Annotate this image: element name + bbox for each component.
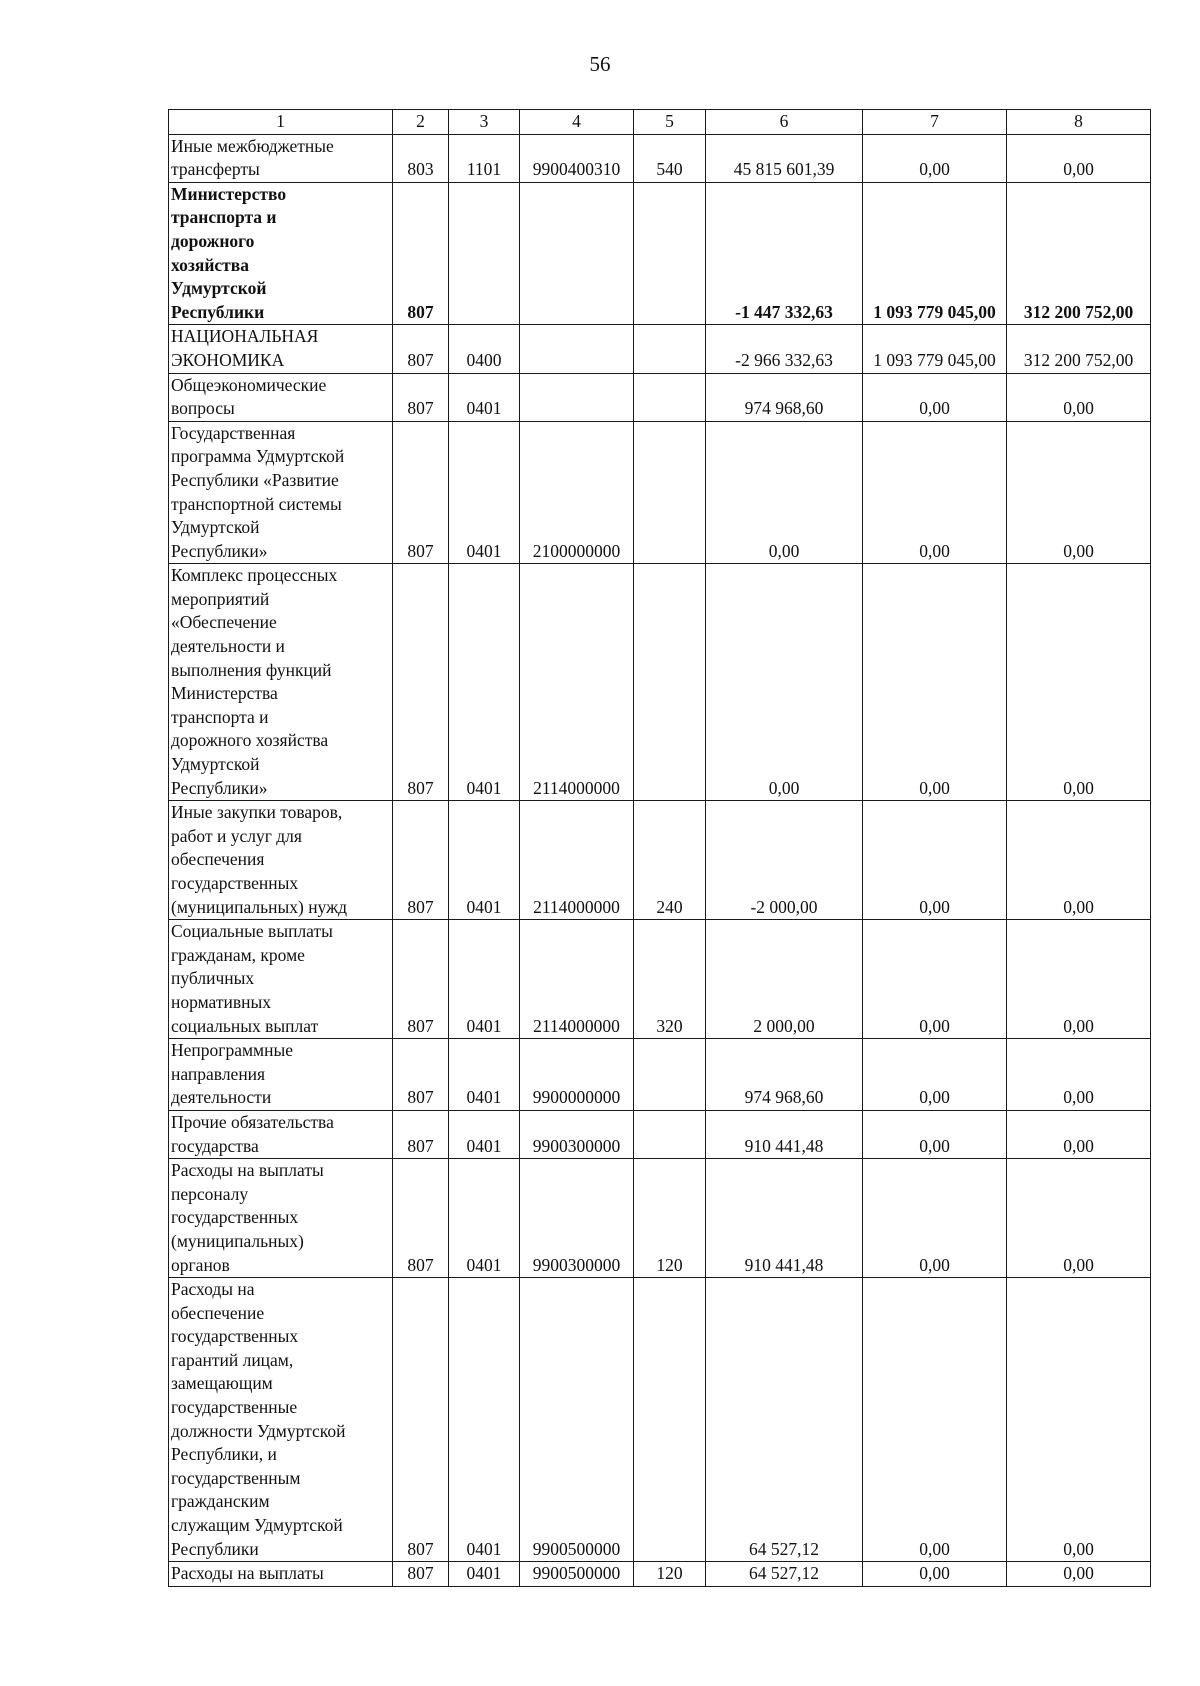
- table-row: [169, 325, 1151, 373]
- row-name-cell: Непрограммные направления деятельности: [169, 1039, 393, 1111]
- row-type-cell: 120: [634, 1159, 706, 1278]
- table-body: [169, 110, 1151, 1587]
- row-amount-cell: 0,00: [863, 1159, 1007, 1278]
- row-section-cell: 0401: [449, 421, 520, 564]
- row-amount-cell: -1 447 332,63: [706, 182, 863, 325]
- header-cell: 1: [169, 110, 393, 135]
- row-code-cell: 807: [393, 1110, 449, 1158]
- row-amount-cell: 0,00: [1007, 1562, 1151, 1587]
- row-amount-cell: 45 815 601,39: [706, 134, 863, 182]
- row-target-cell: 9900500000: [520, 1278, 634, 1562]
- table-row: [169, 373, 1151, 421]
- row-target-cell: [520, 325, 634, 373]
- row-code-cell: 807: [393, 1562, 449, 1587]
- row-name-cell: Социальные выплаты гражданам, кроме публичных нормативных социальных выплат: [169, 920, 393, 1039]
- row-section-cell: 0401: [449, 920, 520, 1039]
- row-type-cell: [634, 421, 706, 564]
- row-name-cell: Расходы на обеспечение государственных гарантий лицам, замещающим государственные должности Удмуртской Республики, и государственным гражданским служащим Удмуртской Республики: [169, 1278, 393, 1562]
- row-amount-cell: 0,00: [863, 421, 1007, 564]
- row-section-cell: 0401: [449, 1039, 520, 1111]
- row-name-cell: Общеэкономические вопросы: [169, 373, 393, 421]
- row-target-cell: 2114000000: [520, 801, 634, 920]
- budget-table: [168, 109, 1151, 1587]
- row-type-cell: 120: [634, 1562, 706, 1587]
- header-cell: 7: [863, 110, 1007, 135]
- row-amount-cell: 0,00: [863, 1278, 1007, 1562]
- row-amount-cell: 0,00: [1007, 920, 1151, 1039]
- row-code-cell: 807: [393, 920, 449, 1039]
- row-type-cell: 320: [634, 920, 706, 1039]
- table-row: [169, 1562, 1151, 1587]
- header-cell: 5: [634, 110, 706, 135]
- row-code-cell: 807: [393, 325, 449, 373]
- row-target-cell: 9900000000: [520, 1039, 634, 1111]
- table-row: [169, 801, 1151, 920]
- header-cell: 4: [520, 110, 634, 135]
- row-amount-cell: 0,00: [863, 564, 1007, 801]
- row-section-cell: [449, 182, 520, 325]
- row-section-cell: 0401: [449, 801, 520, 920]
- row-type-cell: 540: [634, 134, 706, 182]
- row-amount-cell: 0,00: [863, 1110, 1007, 1158]
- row-code-cell: 807: [393, 182, 449, 325]
- row-target-cell: 9900300000: [520, 1159, 634, 1278]
- row-name-cell: Расходы на выплаты: [169, 1562, 393, 1587]
- row-target-cell: 9900300000: [520, 1110, 634, 1158]
- row-amount-cell: 0,00: [706, 564, 863, 801]
- table-row: [169, 564, 1151, 801]
- row-name-cell: Министерство транспорта и дорожного хозяйства Удмуртской Республики: [169, 182, 393, 325]
- row-amount-cell: 0,00: [863, 1039, 1007, 1111]
- row-amount-cell: 974 968,60: [706, 1039, 863, 1111]
- row-type-cell: [634, 1039, 706, 1111]
- row-target-cell: 9900400310: [520, 134, 634, 182]
- row-amount-cell: -2 966 332,63: [706, 325, 863, 373]
- row-section-cell: 0401: [449, 373, 520, 421]
- row-section-cell: 0401: [449, 1159, 520, 1278]
- row-code-cell: 807: [393, 564, 449, 801]
- row-amount-cell: 2 000,00: [706, 920, 863, 1039]
- row-code-cell: 807: [393, 1278, 449, 1562]
- row-amount-cell: 0,00: [1007, 1039, 1151, 1111]
- table-row: [169, 920, 1151, 1039]
- table-header-row: [169, 110, 1151, 135]
- row-amount-cell: 0,00: [706, 421, 863, 564]
- row-amount-cell: 0,00: [863, 920, 1007, 1039]
- header-cell: 6: [706, 110, 863, 135]
- row-amount-cell: 0,00: [1007, 564, 1151, 801]
- row-section-cell: 0401: [449, 1562, 520, 1587]
- row-section-cell: 0401: [449, 1110, 520, 1158]
- row-type-cell: [634, 325, 706, 373]
- row-code-cell: 807: [393, 421, 449, 564]
- row-type-cell: [634, 1110, 706, 1158]
- row-code-cell: 807: [393, 1039, 449, 1111]
- row-type-cell: [634, 182, 706, 325]
- row-amount-cell: 312 200 752,00: [1007, 325, 1151, 373]
- row-amount-cell: 0,00: [863, 801, 1007, 920]
- row-amount-cell: 0,00: [1007, 1278, 1151, 1562]
- row-section-cell: 0400: [449, 325, 520, 373]
- row-code-cell: 807: [393, 373, 449, 421]
- row-code-cell: 803: [393, 134, 449, 182]
- row-target-cell: [520, 373, 634, 421]
- row-type-cell: [634, 373, 706, 421]
- row-amount-cell: 0,00: [1007, 421, 1151, 564]
- row-amount-cell: 1 093 779 045,00: [863, 325, 1007, 373]
- header-cell: 8: [1007, 110, 1151, 135]
- row-name-cell: Государственная программа Удмуртской Республики «Развитие транспортной системы Удмуртской Республики»: [169, 421, 393, 564]
- row-name-cell: Расходы на выплаты персоналу государственных (муниципальных) органов: [169, 1159, 393, 1278]
- row-name-cell: Комплекс процессных мероприятий «Обеспечение деятельности и выполнения функций Министерства транспорта и дорожного хозяйства Удмуртской Республики»: [169, 564, 393, 801]
- table-row: [169, 182, 1151, 325]
- row-amount-cell: 1 093 779 045,00: [863, 182, 1007, 325]
- row-amount-cell: 64 527,12: [706, 1562, 863, 1587]
- row-type-cell: 240: [634, 801, 706, 920]
- row-amount-cell: 910 441,48: [706, 1110, 863, 1158]
- row-target-cell: 2114000000: [520, 564, 634, 801]
- row-target-cell: 2100000000: [520, 421, 634, 564]
- row-name-cell: Иные межбюджетные трансферты: [169, 134, 393, 182]
- row-name-cell: НАЦИОНАЛЬНАЯ ЭКОНОМИКА: [169, 325, 393, 373]
- header-cell: 3: [449, 110, 520, 135]
- row-code-cell: 807: [393, 1159, 449, 1278]
- row-amount-cell: 0,00: [863, 373, 1007, 421]
- header-cell: 2: [393, 110, 449, 135]
- row-amount-cell: 910 441,48: [706, 1159, 863, 1278]
- row-section-cell: 0401: [449, 564, 520, 801]
- row-amount-cell: 0,00: [1007, 134, 1151, 182]
- row-amount-cell: 0,00: [1007, 1110, 1151, 1158]
- row-amount-cell: -2 000,00: [706, 801, 863, 920]
- row-type-cell: [634, 564, 706, 801]
- table-row: [169, 421, 1151, 564]
- row-section-cell: 1101: [449, 134, 520, 182]
- table-row: [169, 134, 1151, 182]
- row-type-cell: [634, 1278, 706, 1562]
- row-amount-cell: 64 527,12: [706, 1278, 863, 1562]
- row-name-cell: Прочие обязательства государства: [169, 1110, 393, 1158]
- table-row: [169, 1159, 1151, 1278]
- row-name-cell: Иные закупки товаров, работ и услуг для обеспечения государственных (муниципальных) нужд: [169, 801, 393, 920]
- row-amount-cell: 974 968,60: [706, 373, 863, 421]
- table-row: [169, 1110, 1151, 1158]
- page-number: 56: [589, 52, 611, 76]
- row-target-cell: [520, 182, 634, 325]
- row-amount-cell: 0,00: [1007, 1159, 1151, 1278]
- row-code-cell: 807: [393, 801, 449, 920]
- row-target-cell: 9900500000: [520, 1562, 634, 1587]
- row-amount-cell: 312 200 752,00: [1007, 182, 1151, 325]
- row-amount-cell: 0,00: [863, 1562, 1007, 1587]
- row-section-cell: 0401: [449, 1278, 520, 1562]
- row-target-cell: 2114000000: [520, 920, 634, 1039]
- table-row: [169, 1278, 1151, 1562]
- row-amount-cell: 0,00: [863, 134, 1007, 182]
- row-amount-cell: 0,00: [1007, 801, 1151, 920]
- table-row: [169, 1039, 1151, 1111]
- row-amount-cell: 0,00: [1007, 373, 1151, 421]
